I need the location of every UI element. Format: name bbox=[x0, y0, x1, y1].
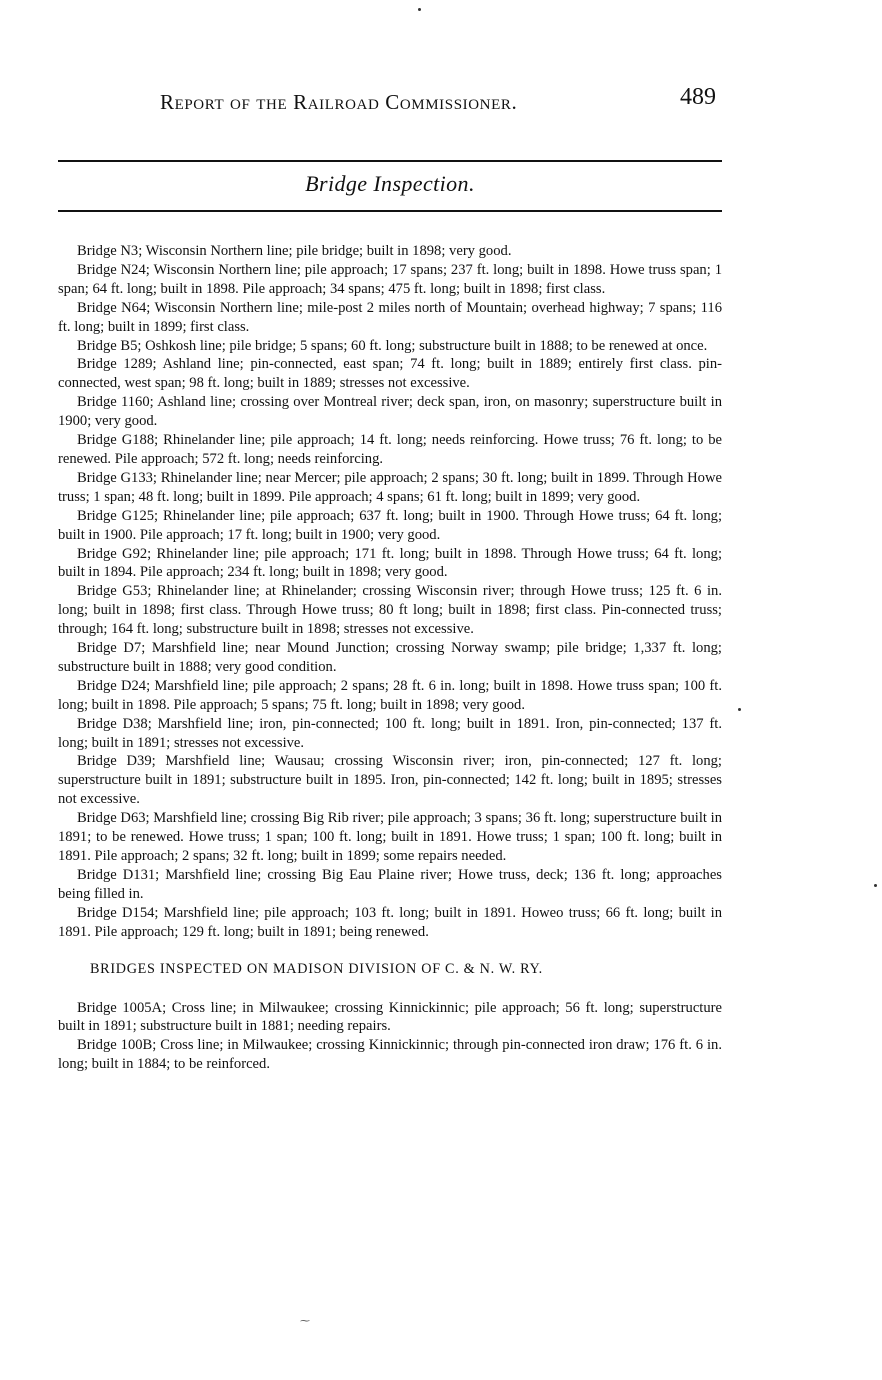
bridge-entry: Bridge G92; Rhinelander line; pile approach; 171 ft. long; built in 1898. Through Howe truss; 64 ft. long; built in 1894. Pile approach; 234 ft. long; built in 1898; very good. bbox=[58, 545, 722, 581]
bridge-entry: Bridge 1289; Ashland line; pin-connected, east span; 74 ft. long; built in 1889; entirely first class. pin-connected, west span; 98 ft. long; built in 1889; stresses not excessive. bbox=[58, 356, 722, 392]
scan-speck bbox=[738, 708, 741, 711]
bridge-entry: Bridge D24; Marshfield line; pile approach; 2 spans; 28 ft. 6 in. long; built in 1898. Howe truss span; 100 ft. long; built in 1898. Pile approach; 5 spans; 75 ft. long; built in 1898; very good. bbox=[58, 677, 722, 713]
bridge-entry: Bridge D7; Marshfield line; near Mound Junction; crossing Norway swamp; pile bridge; 1,337 ft. long; substructure built in 1888; very good condition. bbox=[58, 640, 722, 675]
bridge-entry: Bridge B5; Oshkosh line; pile bridge; 5 spans; 60 ft. long; substructure built in 1888; to be renewed at once. bbox=[77, 337, 708, 354]
bridge-entry: Bridge D131; Marshfield line; crossing Big Eau Plaine river; Howe truss, deck; 136 ft. long; approaches being filled in. bbox=[58, 866, 722, 902]
bridge-entry: Bridge G188; Rhinelander line; pile approach; 14 ft. long; needs reinforcing. Howe truss; 76 ft. long; to be renewed. Pile approach; 572 ft. long; needs reinforcing. bbox=[58, 432, 722, 467]
madison-division-heading: BRIDGES INSPECTED ON MADISON DIVISION OF C. & N. W. RY. bbox=[90, 960, 543, 977]
running-head bbox=[58, 84, 722, 124]
bridge-entry: Bridge 1160; Ashland line; crossing over Montreal river; deck span, iron, on masonry; superstructure built in 1900; very good. bbox=[58, 394, 722, 430]
bridge-entry: Bridge D38; Marshfield line; iron, pin-connected; 100 ft. long; built in 1891. Iron, pin-connected; 137 ft. long; built in 1891; stresses not excessive. bbox=[58, 715, 722, 751]
top-rule bbox=[58, 160, 722, 162]
bridge-entry: Bridge D154; Marshfield line; pile approach; 103 ft. long; built in 1891. Howeo truss; 66 ft. long; built in 1891. Pile approach; 129 ft. long; built in 1891; being renewed. bbox=[58, 904, 722, 940]
bridge-entry: Bridge 1005A; Cross line; in Milwaukee; crossing Kinnickinnic; pile approach; 56 ft. long; superstructure built in 1891; substructure built in 1881; needing repairs. bbox=[58, 999, 722, 1035]
bridge-entry: Bridge N64; Wisconsin Northern line; mile-post 2 miles north of Mountain; overhead highway; 7 spans; 116 ft. long; built in 1899; first class. bbox=[58, 299, 722, 335]
scan-speck bbox=[874, 884, 877, 887]
book-page bbox=[58, 0, 722, 1380]
section-title: Bridge Inspection. bbox=[305, 171, 475, 196]
bridge-entry: Bridge G133; Rhinelander line; near Mercer; pile approach; 2 spans; 30 ft. long; built in 1899. Through Howe truss; 1 span; 48 ft. long; built in 1899. Pile approach; 4 spans; 61 ft. long; built in 1899; very good. bbox=[58, 469, 722, 505]
scan-speck bbox=[418, 8, 421, 11]
bridge-entry: Bridge N24; Wisconsin Northern line; pile approach; 17 spans; 237 ft. long; built in 1898. Howe truss span; 1 span; 64 ft. long; built in 1898. Pile approach; 34 spans; 475 ft. long; built in 1898; first class. bbox=[58, 261, 722, 297]
bridge-entry: Bridge 100B; Cross line; in Milwaukee; crossing Kinnickinnic; through pin-connected iron draw; 176 ft. 6 in. long; built in 1884; to be reinforced. bbox=[58, 1037, 722, 1073]
report-title: Report of the Railroad Commissioner. bbox=[160, 90, 518, 114]
page-number: 489 bbox=[680, 84, 716, 110]
bridge-entries bbox=[58, 242, 722, 1074]
bridge-entry: Bridge D63; Marshfield line; crossing Big Rib river; pile approach; 3 spans; 36 ft. long; superstructure built in 1891; to be renewed. Howe truss; 1 span; 100 ft. long; built in 1891. Howe truss; 1 span; 100 ft. long; built in 1891. Pile approach; 2 spans; 32 ft. long; built in 1899; some repairs needed. bbox=[58, 810, 722, 864]
bridge-entry: Bridge N3; Wisconsin Northern line; pile bridge; built in 1898; very good. bbox=[77, 243, 512, 259]
printer-mark: ⁓ bbox=[300, 1316, 310, 1327]
bridge-entry: Bridge D39; Marshfield line; Wausau; crossing Wisconsin river; iron, pin-connected; 127 ft. long; superstructure built in 1891; substructure built in 1895. Iron, pin-connected; 142 ft. long; built in 1895; stresses not excessive. bbox=[58, 753, 722, 808]
bridge-entry: Bridge G125; Rhinelander line; pile approach; 637 ft. long; built in 1900. Through Howe truss; 64 ft. long; built in 1900. Pile approach; 17 ft. long; built in 1900; very good. bbox=[58, 507, 722, 543]
bottom-rule bbox=[58, 210, 722, 212]
bridge-entry: Bridge G53; Rhinelander line; at Rhinelander; crossing Wisconsin river; through Howe truss; 125 ft. 6 in. long; built in 1898; first class. Through Howe truss; 80 ft long; built in 1898; first class. Pin-connected truss; through; 164 ft. long; substructure built in 1898; stresses not excessive. bbox=[58, 583, 722, 638]
